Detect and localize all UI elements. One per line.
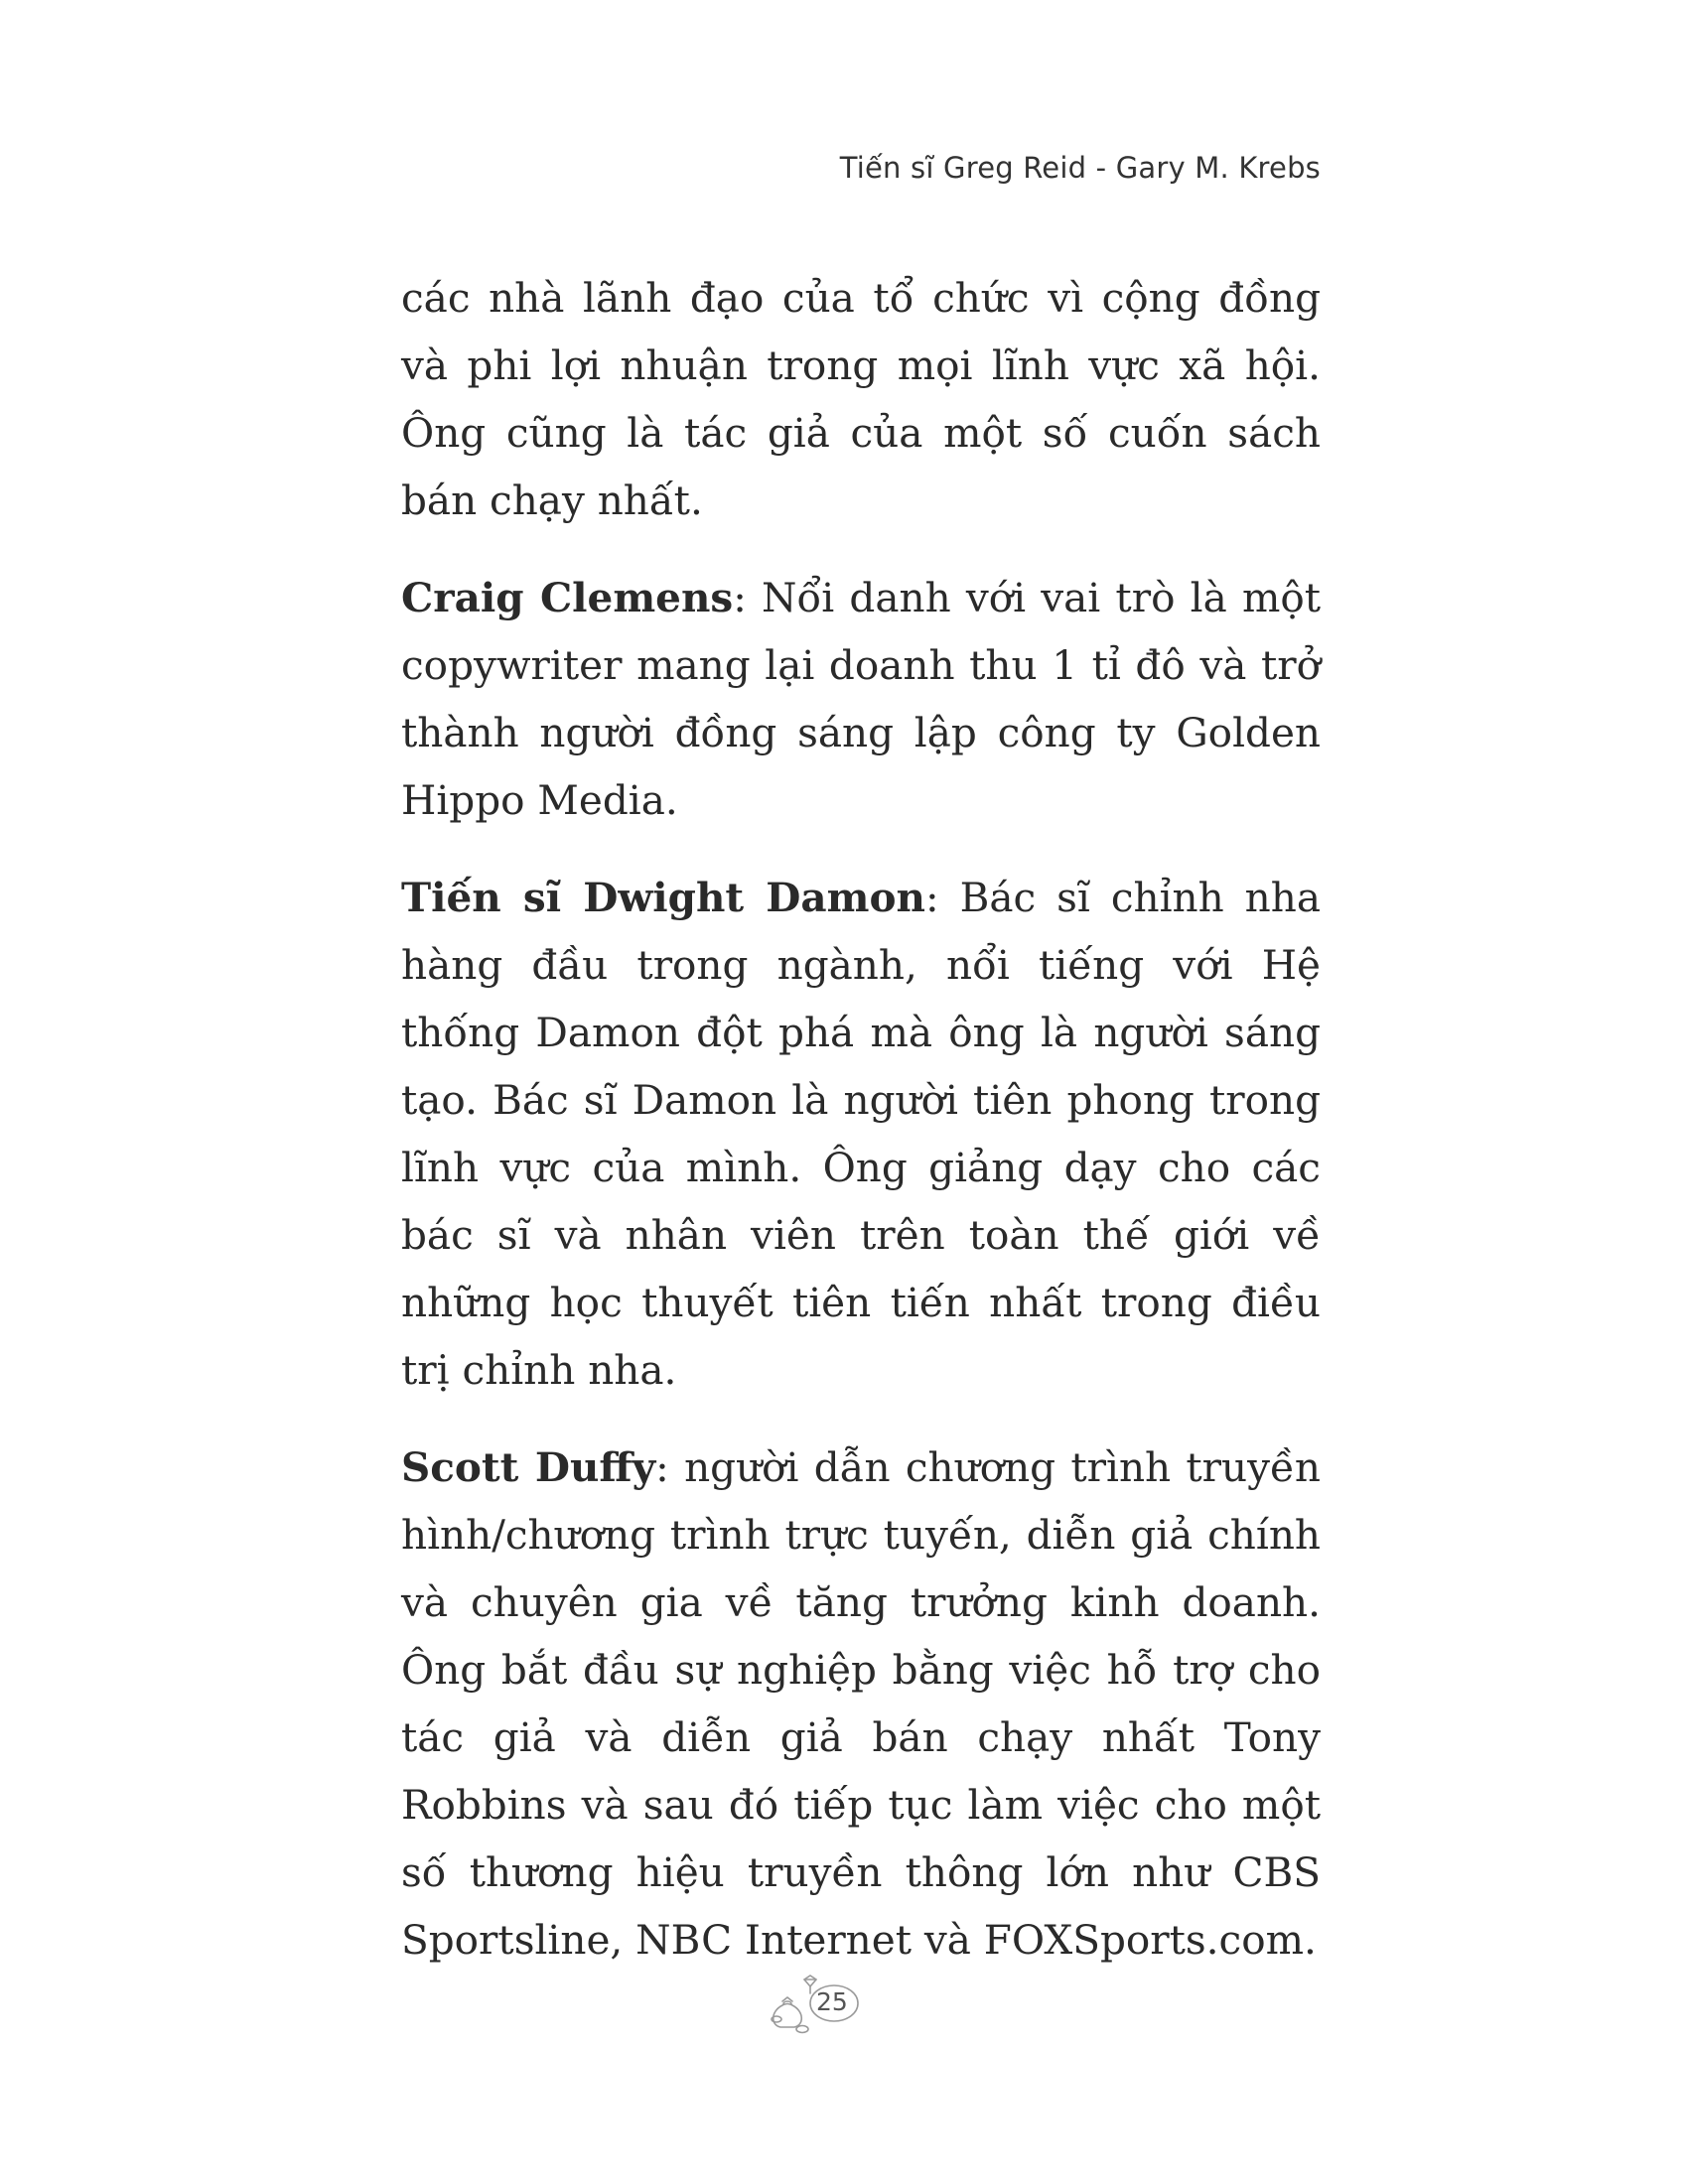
paragraph-text: : Bác sĩ chỉnh nha hàng đầu trong ngành, nổi tiếng với Hệ thống Damon đột phá mà ông là người sáng tạo. Bác sĩ Damon là người tiên phong trong lĩnh vực của mình. Ông giảng dạy cho các bác sĩ và nhân viên trên toàn thế giới về những học thuyết tiên tiến nhất trong điều trị chỉnh nha. [401, 874, 1321, 1394]
person-name: Scott Duffy [401, 1443, 656, 1491]
page-footer [767, 1974, 866, 2035]
paragraph-scott-duffy [401, 1433, 1321, 1974]
running-header: Tiến sĩ Greg Reid - Gary M. Krebs [839, 151, 1321, 185]
page-body [401, 264, 1321, 2003]
person-name: Craig Clemens [401, 574, 734, 621]
person-name: Tiến sĩ Dwight Damon [401, 874, 925, 921]
paragraph-text: các nhà lãnh đạo của tổ chức vì cộng đồng và phi lợi nhuận trong mọi lĩnh vực xã hội. Ông cũng là tác giả của một số cuốn sách bán chạy nhất. [401, 274, 1321, 524]
paragraph-text: : người dẫn chương trình truyền hình/chương trình trực tuyến, diễn giả chính và chuyên gia về tăng trưởng kinh doanh. Ông bắt đầu sự nghiệp bằng việc hỗ trợ cho tác giả và diễn giả bán chạy nhất Tony Robbins và sau đó tiếp tục làm việc cho một số thương hiệu truyền thông lớn như CBS Sportsline, NBC Internet và FOXSports.com. [401, 1443, 1321, 1964]
paragraph-continuation [401, 264, 1321, 534]
paragraph-craig-clemens [401, 564, 1321, 834]
paragraph-text: : Nổi danh với vai trò là một copywriter mang lại doanh thu 1 tỉ đô và trở thành người đồng sáng lập công ty Golden Hippo Media. [401, 574, 1322, 824]
paragraph-dwight-damon [401, 864, 1321, 1404]
page-number: 25 [816, 1987, 848, 2016]
